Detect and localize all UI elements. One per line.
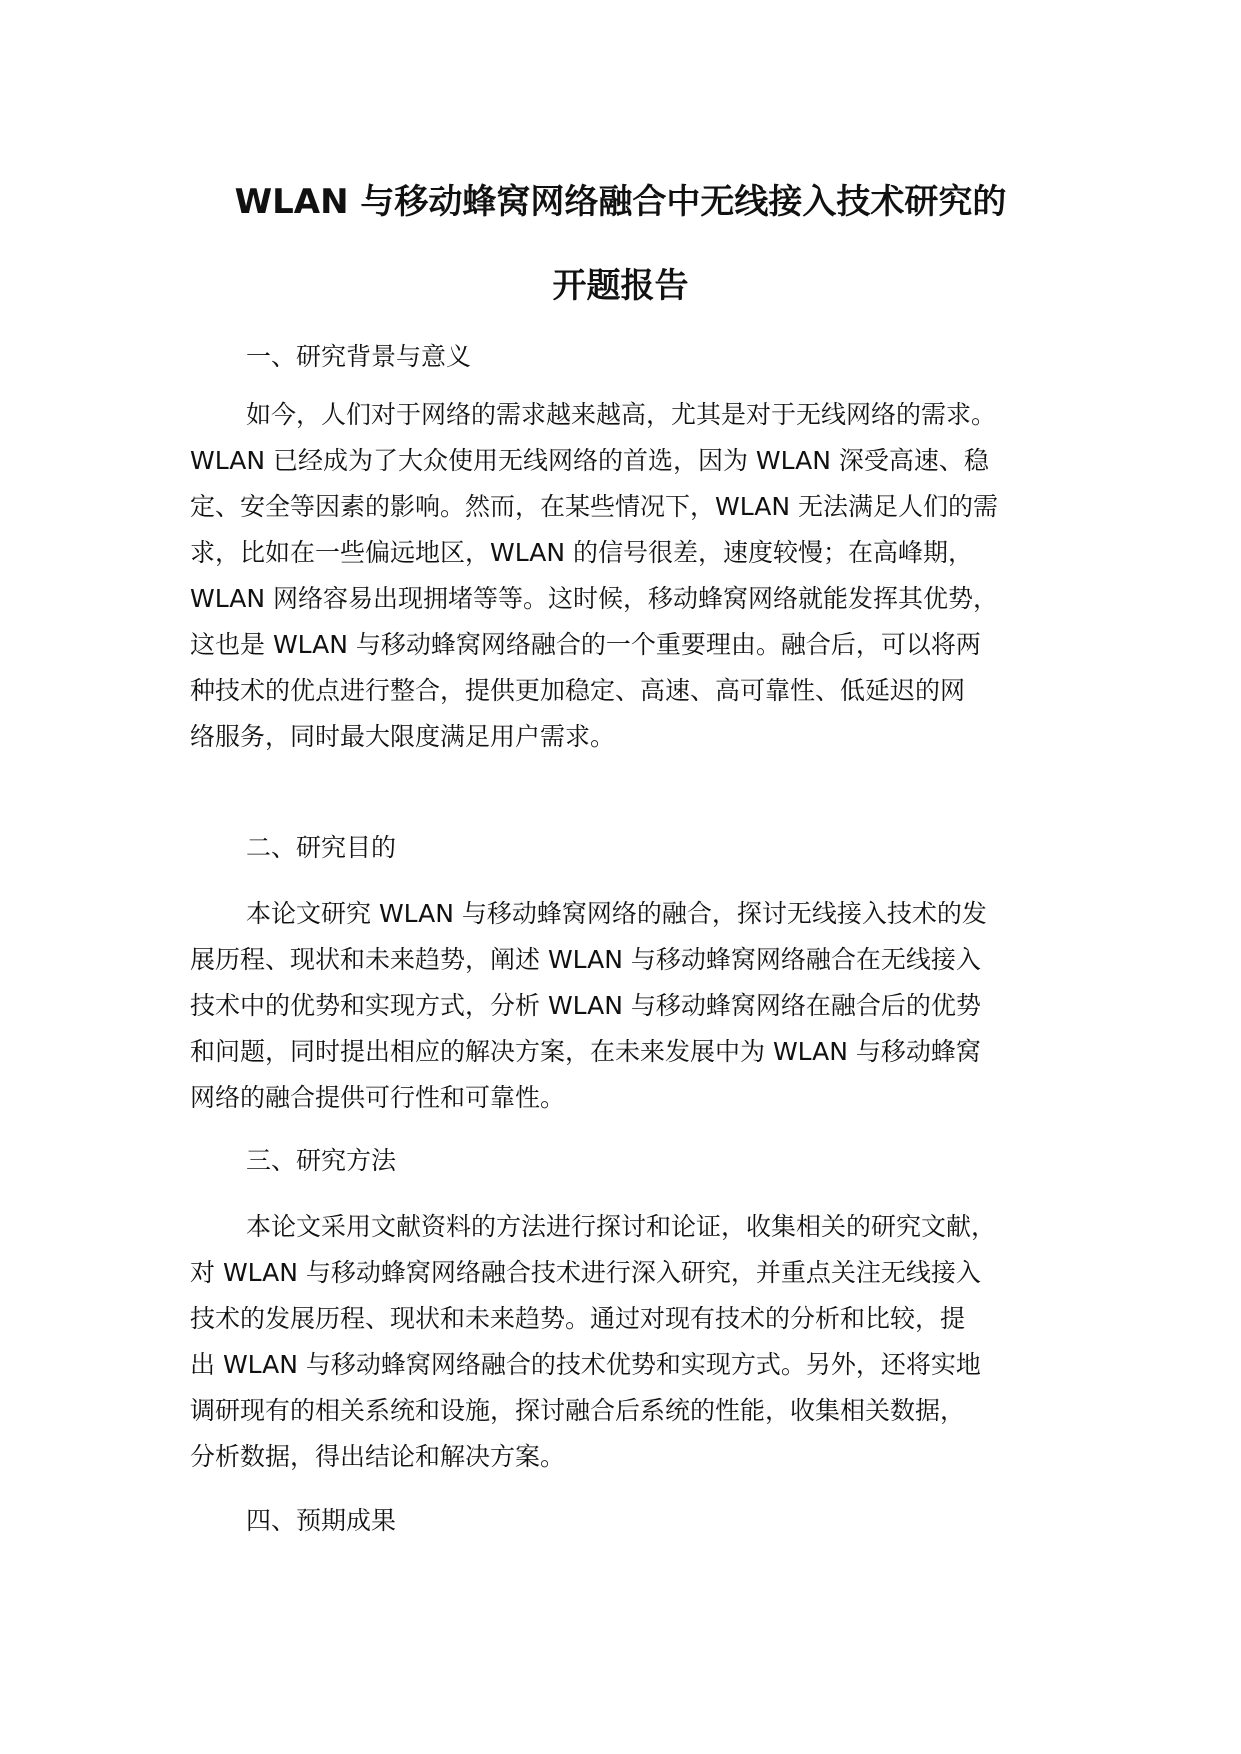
section-paragraph-1 bbox=[190, 392, 1080, 760]
paragraph-line: 网络的融合提供可行性和可靠性。 bbox=[190, 1083, 566, 1112]
section-paragraph-3 bbox=[190, 1204, 1080, 1480]
paragraph-line: 定、安全等因素的影响。然而，在某些情况下，WLAN 无法满足人们的需 bbox=[190, 492, 998, 521]
paragraph-line: WLAN 网络容易出现拥堵等等。这时候，移动蜂窝网络就能发挥其优势， bbox=[190, 584, 998, 613]
paragraph-line: 技术的发展历程、现状和未来趋势。通过对现有技术的分析和比较，提 bbox=[190, 1304, 966, 1333]
paragraph-line: 对 WLAN 与移动蜂窝网络融合技术进行深入研究，并重点关注无线接入 bbox=[190, 1258, 981, 1287]
paragraph-line: WLAN 已经成为了大众使用无线网络的首选，因为 WLAN 深受高速、稳 bbox=[190, 446, 989, 475]
paragraph-line: 如今，人们对于网络的需求越来越高，尤其是对于无线网络的需求。 bbox=[246, 400, 997, 429]
paragraph-line: 络服务，同时最大限度满足用户需求。 bbox=[190, 722, 616, 751]
paragraph-line: 和问题，同时提出相应的解决方案，在未来发展中为 WLAN 与移动蜂窝 bbox=[190, 1037, 981, 1066]
paragraph-line: 调研现有的相关系统和设施，探讨融合后系统的性能，收集相关数据， bbox=[190, 1396, 966, 1425]
paragraph-line: 这也是 WLAN 与移动蜂窝网络融合的一个重要理由。融合后，可以将两 bbox=[190, 630, 981, 659]
section-heading-3: 三、研究方法 bbox=[246, 1146, 397, 1175]
section-heading-1: 一、研究背景与意义 bbox=[246, 342, 472, 371]
section-paragraph-2 bbox=[190, 891, 1080, 1121]
paragraph-line: 分析数据，得出结论和解决方案。 bbox=[190, 1442, 566, 1471]
paragraph-line: 展历程、现状和未来趋势，阐述 WLAN 与移动蜂窝网络融合在无线接入 bbox=[190, 945, 981, 974]
paragraph-line: 出 WLAN 与移动蜂窝网络融合的技术优势和实现方式。另外，还将实地 bbox=[190, 1350, 981, 1379]
paragraph-line: 本论文研究 WLAN 与移动蜂窝网络的融合，探讨无线接入技术的发 bbox=[246, 899, 987, 928]
section-heading-2: 二、研究目的 bbox=[246, 833, 397, 862]
document-title-line-2: 开题报告 bbox=[552, 266, 689, 306]
paragraph-line: 技术中的优势和实现方式，分析 WLAN 与移动蜂窝网络在融合后的优势 bbox=[190, 991, 981, 1020]
document-title-line-1: WLAN 与移动蜂窝网络融合中无线接入技术研究的 bbox=[234, 182, 1007, 222]
paragraph-line: 求，比如在一些偏远地区，WLAN 的信号很差，速度较慢；在高峰期， bbox=[190, 538, 973, 567]
paragraph-line: 种技术的优点进行整合，提供更加稳定、高速、高可靠性、低延迟的网 bbox=[190, 676, 966, 705]
section-heading-4: 四、预期成果 bbox=[246, 1506, 397, 1535]
paragraph-line: 本论文采用文献资料的方法进行探讨和论证，收集相关的研究文献， bbox=[246, 1212, 997, 1241]
